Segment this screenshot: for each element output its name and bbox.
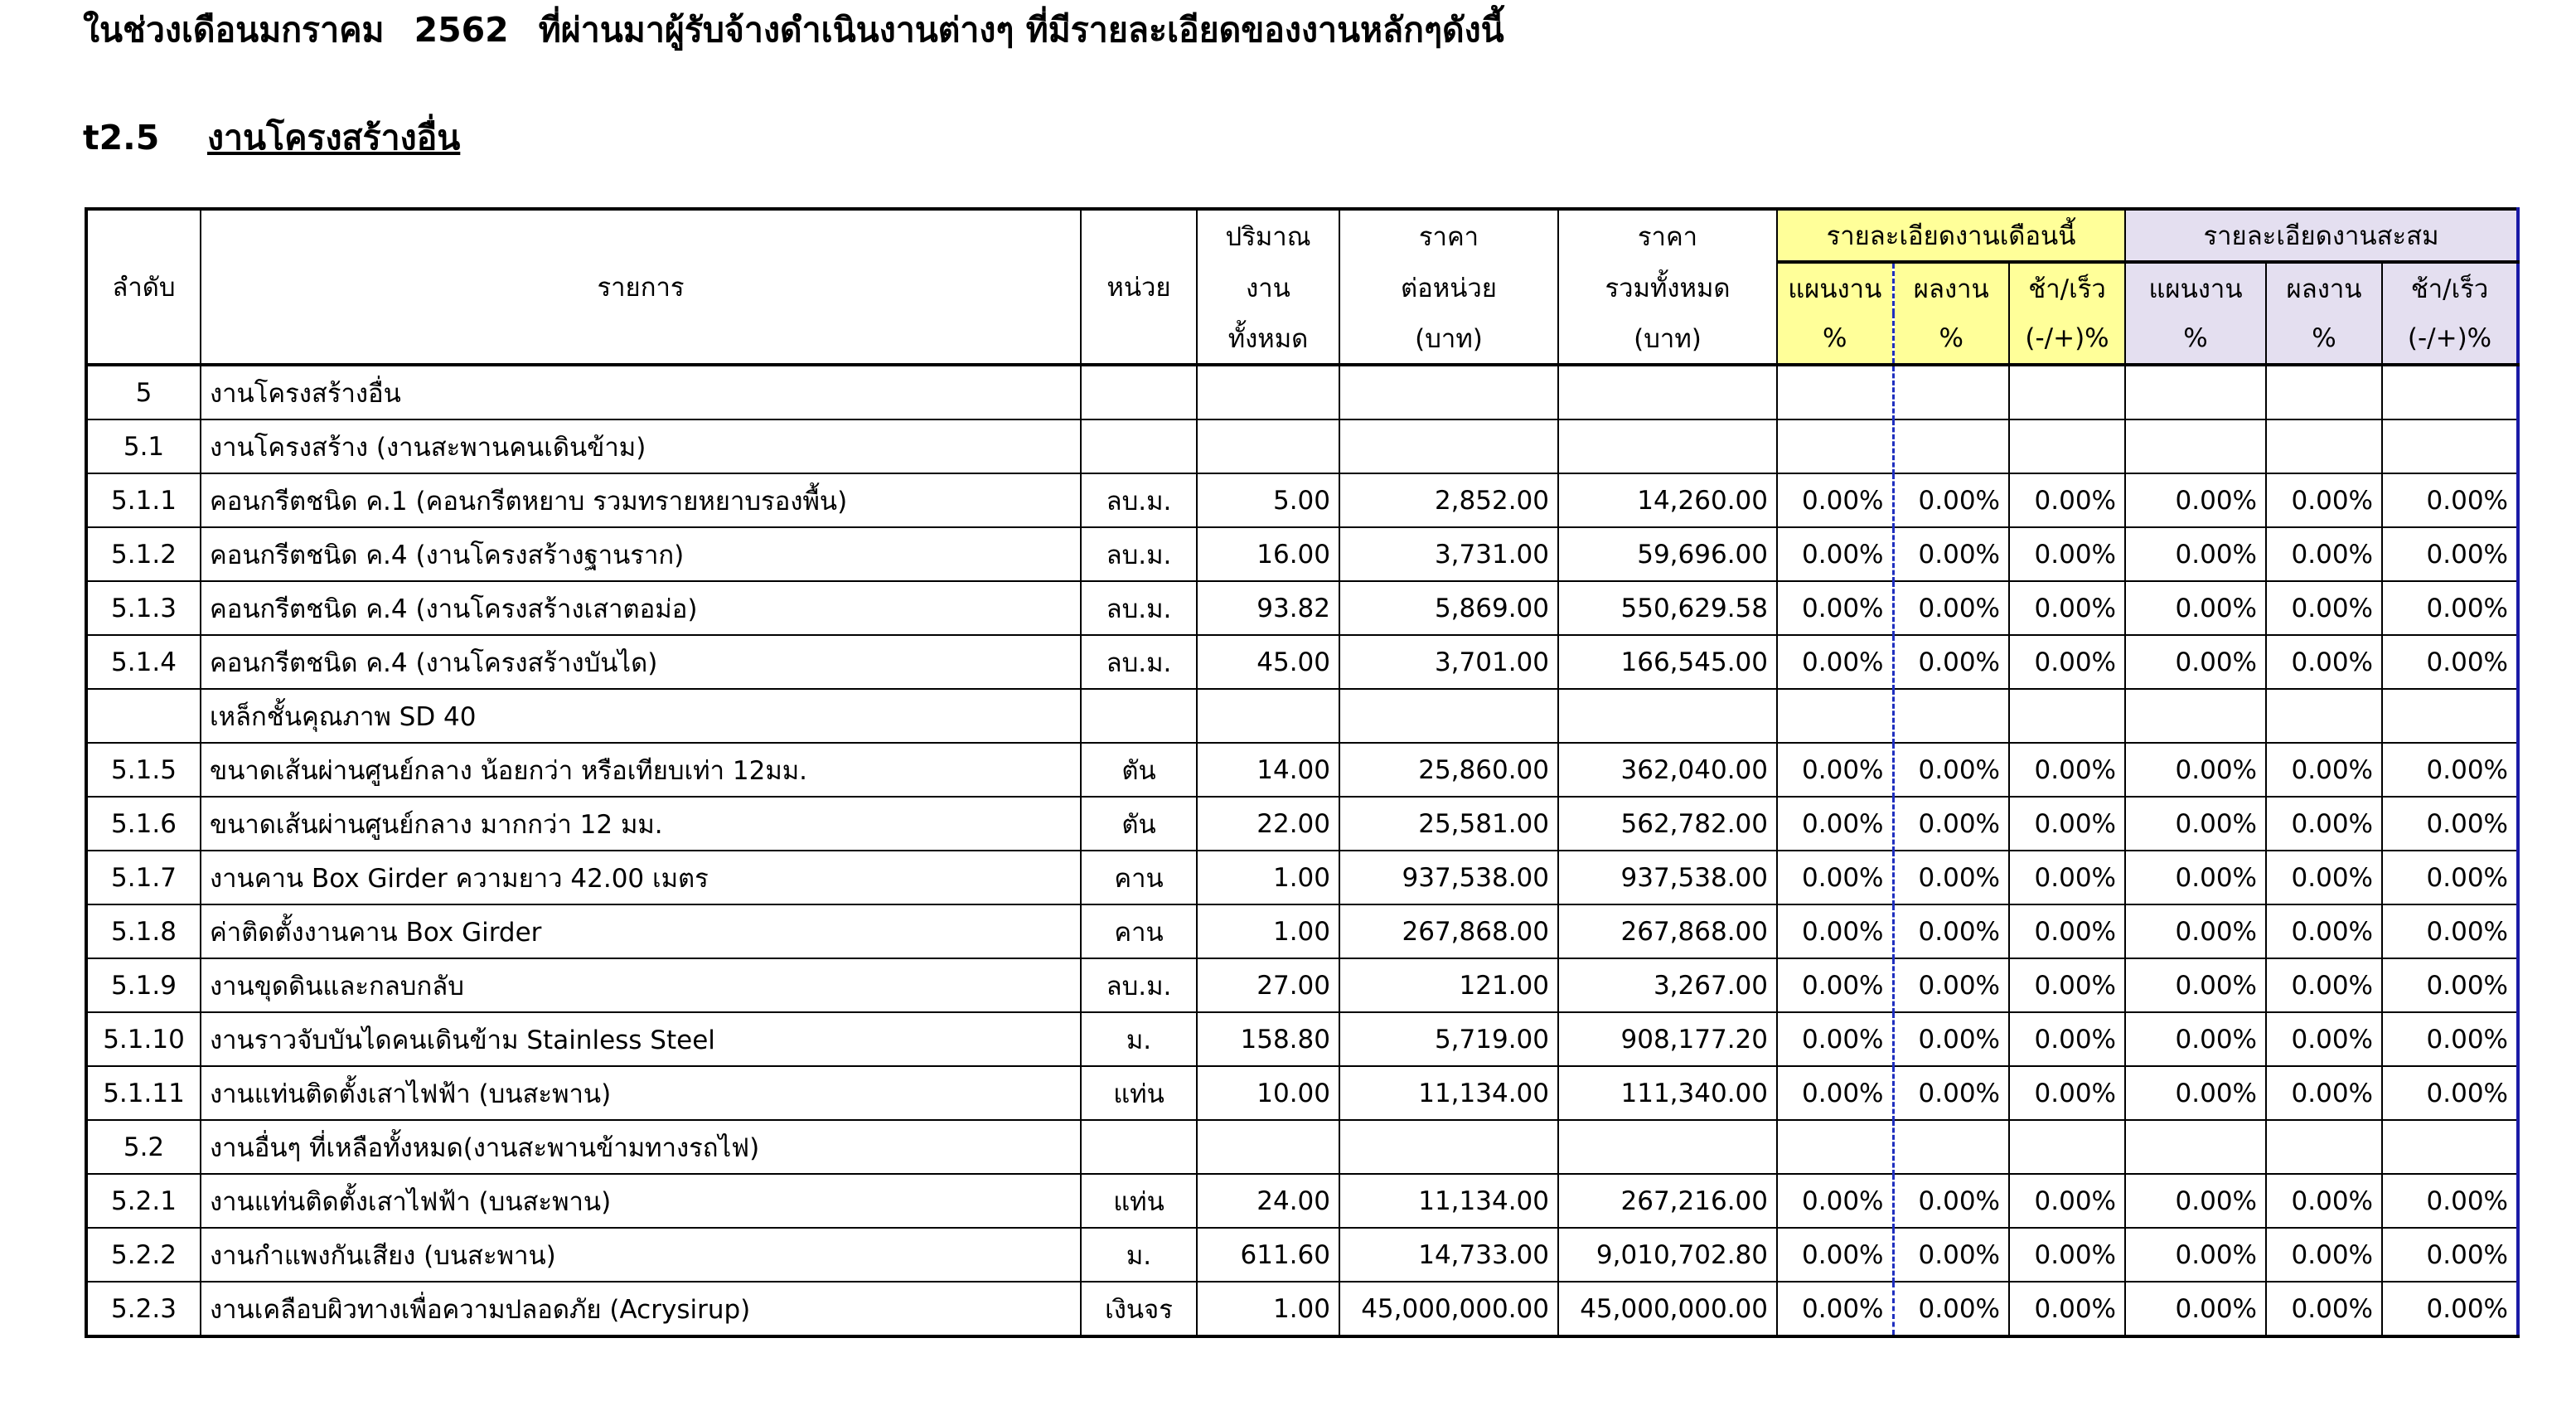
table-row (86, 743, 2518, 797)
row-unit: ลบ.ม. (1081, 527, 1197, 581)
row-month-actual (1893, 689, 2009, 743)
row-qty: 1.00 (1197, 851, 1339, 904)
row-unit: ลบ.ม. (1081, 635, 1197, 689)
heading-text: ที่ผ่านมาผู้รับจ้างดำเนินงานต่างๆ ที่มีรายละเอียดของงานหลักๆดังนี้ (538, 10, 1504, 50)
row-cum-actual: 0.00% (2266, 635, 2382, 689)
row-month-actual: 0.00% (1893, 581, 2009, 635)
row-cum-plan: 0.00% (2125, 1228, 2266, 1282)
row-qty (1197, 419, 1339, 473)
row-total-price: 562,782.00 (1558, 797, 1777, 851)
row-item: งานขุดดินและกลบกลับ (201, 958, 1081, 1012)
table-row (86, 904, 2518, 958)
row-month-diff: 0.00% (2009, 851, 2125, 904)
row-qty: 158.80 (1197, 1012, 1339, 1066)
row-cum-plan (2125, 1120, 2266, 1174)
row-seq: 5.2.2 (86, 1228, 201, 1282)
row-seq: 5.1.3 (86, 581, 201, 635)
row-month-actual: 0.00% (1893, 1012, 2009, 1066)
row-unit (1081, 689, 1197, 743)
row-month-diff: 0.00% (2009, 1282, 2125, 1336)
row-cum-plan (2125, 689, 2266, 743)
row-cum-actual: 0.00% (2266, 743, 2382, 797)
row-month-plan: 0.00% (1777, 958, 1893, 1012)
section-title (83, 111, 460, 165)
header-unit: หน่วย (1081, 209, 1197, 365)
row-seq: 5.1.9 (86, 958, 201, 1012)
header-month-plan: แผนงาน (1777, 262, 1893, 313)
row-month-plan: 0.00% (1777, 1066, 1893, 1120)
row-month-actual: 0.00% (1893, 743, 2009, 797)
row-qty: 45.00 (1197, 635, 1339, 689)
row-total-price: 267,216.00 (1558, 1174, 1777, 1228)
header-unit-price-2: ต่อหน่วย (1339, 262, 1558, 313)
row-cum-plan: 0.00% (2125, 1066, 2266, 1120)
row-unit-price: 45,000,000.00 (1339, 1282, 1558, 1336)
section-number: t2.5 (83, 118, 160, 158)
row-unit-price: 11,134.00 (1339, 1066, 1558, 1120)
row-unit-price: 937,538.00 (1339, 851, 1558, 904)
row-unit-price: 267,868.00 (1339, 904, 1558, 958)
row-unit: ลบ.ม. (1081, 581, 1197, 635)
row-qty (1197, 1120, 1339, 1174)
header-cum-actual-pct: % (2266, 313, 2382, 365)
row-month-plan: 0.00% (1777, 904, 1893, 958)
row-cum-plan: 0.00% (2125, 797, 2266, 851)
row-month-actual: 0.00% (1893, 635, 2009, 689)
table-row (86, 1174, 2518, 1228)
row-month-plan (1777, 689, 1893, 743)
row-unit: ม. (1081, 1012, 1197, 1066)
row-unit-price (1339, 689, 1558, 743)
header-cum-diff: ช้า/เร็ว (2382, 262, 2518, 313)
row-month-actual: 0.00% (1893, 1174, 2009, 1228)
section-name: งานโครงสร้างอื่น (207, 118, 461, 158)
table-row (86, 581, 2518, 635)
row-cum-actual (2266, 1120, 2382, 1174)
row-month-plan: 0.00% (1777, 1228, 1893, 1282)
row-month-diff: 0.00% (2009, 1066, 2125, 1120)
row-unit: คาน (1081, 851, 1197, 904)
row-month-diff: 0.00% (2009, 743, 2125, 797)
row-seq: 5.1.6 (86, 797, 201, 851)
row-total-price: 9,010,702.80 (1558, 1228, 1777, 1282)
row-seq: 5.1 (86, 419, 201, 473)
row-month-plan: 0.00% (1777, 1282, 1893, 1336)
table-row (86, 527, 2518, 581)
row-month-plan: 0.00% (1777, 797, 1893, 851)
header-total-price-3: (บาท) (1558, 313, 1777, 365)
row-qty (1197, 365, 1339, 419)
row-total-price: 937,538.00 (1558, 851, 1777, 904)
row-month-plan: 0.00% (1777, 1012, 1893, 1066)
row-seq: 5.1.5 (86, 743, 201, 797)
table-row (86, 365, 2518, 419)
row-qty: 10.00 (1197, 1066, 1339, 1120)
table-row (86, 635, 2518, 689)
row-cum-diff: 0.00% (2382, 1282, 2518, 1336)
row-month-diff: 0.00% (2009, 581, 2125, 635)
row-month-diff: 0.00% (2009, 1174, 2125, 1228)
row-cum-actual: 0.00% (2266, 797, 2382, 851)
row-item: คอนกรีตชนิด ค.4 (งานโครงสร้างเสาตอม่อ) (201, 581, 1081, 635)
row-month-plan: 0.00% (1777, 743, 1893, 797)
row-cum-plan: 0.00% (2125, 527, 2266, 581)
row-seq: 5.1.2 (86, 527, 201, 581)
row-cum-diff: 0.00% (2382, 1012, 2518, 1066)
row-cum-actual: 0.00% (2266, 1228, 2382, 1282)
row-month-diff (2009, 689, 2125, 743)
heading-year: 2562 (414, 10, 509, 50)
table-body (86, 365, 2518, 1336)
row-month-diff: 0.00% (2009, 473, 2125, 527)
row-month-plan: 0.00% (1777, 527, 1893, 581)
row-cum-diff: 0.00% (2382, 527, 2518, 581)
row-unit: แท่น (1081, 1066, 1197, 1120)
row-unit-price: 3,731.00 (1339, 527, 1558, 581)
header-month-plan-pct: % (1777, 313, 1893, 365)
header-qty-3: ทั้งหมด (1197, 313, 1339, 365)
row-cum-diff: 0.00% (2382, 1228, 2518, 1282)
row-month-actual: 0.00% (1893, 904, 2009, 958)
row-item: งานราวจับบันไดคนเดินข้าม Stainless Steel (201, 1012, 1081, 1066)
row-unit: ม. (1081, 1228, 1197, 1282)
row-cum-actual: 0.00% (2266, 1012, 2382, 1066)
row-item: คอนกรีตชนิด ค.4 (งานโครงสร้างฐานราก) (201, 527, 1081, 581)
header-cum-diff-pct: (-/+)% (2382, 313, 2518, 365)
row-month-diff: 0.00% (2009, 797, 2125, 851)
row-total-price (1558, 1120, 1777, 1174)
table-row (86, 689, 2518, 743)
row-cum-plan: 0.00% (2125, 1174, 2266, 1228)
row-month-diff: 0.00% (2009, 635, 2125, 689)
table-row (86, 1012, 2518, 1066)
row-unit-price: 25,581.00 (1339, 797, 1558, 851)
row-qty: 22.00 (1197, 797, 1339, 851)
row-cum-plan: 0.00% (2125, 743, 2266, 797)
row-month-actual: 0.00% (1893, 1282, 2009, 1336)
row-cum-diff: 0.00% (2382, 797, 2518, 851)
row-qty: 5.00 (1197, 473, 1339, 527)
row-cum-actual: 0.00% (2266, 904, 2382, 958)
header-cum-actual: ผลงาน (2266, 262, 2382, 313)
row-month-diff: 0.00% (2009, 527, 2125, 581)
row-cum-diff: 0.00% (2382, 958, 2518, 1012)
row-unit (1081, 365, 1197, 419)
row-cum-actual (2266, 689, 2382, 743)
row-cum-actual (2266, 419, 2382, 473)
row-month-plan (1777, 365, 1893, 419)
row-month-plan: 0.00% (1777, 635, 1893, 689)
row-month-actual: 0.00% (1893, 851, 2009, 904)
row-month-actual: 0.00% (1893, 527, 2009, 581)
row-cum-plan: 0.00% (2125, 904, 2266, 958)
row-month-diff: 0.00% (2009, 1228, 2125, 1282)
row-cum-diff: 0.00% (2382, 743, 2518, 797)
row-cum-plan: 0.00% (2125, 1282, 2266, 1336)
row-unit-price: 14,733.00 (1339, 1228, 1558, 1282)
row-unit: แท่น (1081, 1174, 1197, 1228)
header-unit-price-3: (บาท) (1339, 313, 1558, 365)
row-unit-price (1339, 419, 1558, 473)
row-seq: 5 (86, 365, 201, 419)
row-seq (86, 689, 201, 743)
row-item: งานอื่นๆ ที่เหลือทั้งหมด(งานสะพานข้ามทางรถไฟ) (201, 1120, 1081, 1174)
row-item: เหล็กชั้นคุณภาพ SD 40 (201, 689, 1081, 743)
row-seq: 5.1.7 (86, 851, 201, 904)
row-qty: 611.60 (1197, 1228, 1339, 1282)
row-seq: 5.1.8 (86, 904, 201, 958)
row-month-plan (1777, 1120, 1893, 1174)
header-seq: ลำดับ (86, 209, 201, 365)
row-month-plan: 0.00% (1777, 473, 1893, 527)
row-cum-plan: 0.00% (2125, 1012, 2266, 1066)
header-cum-plan: แผนงาน (2125, 262, 2266, 313)
row-seq: 5.1.11 (86, 1066, 201, 1120)
row-unit-price (1339, 1120, 1558, 1174)
work-table (85, 207, 2520, 1338)
row-item: งานกำแพงกันเสียง (บนสะพาน) (201, 1228, 1081, 1282)
row-month-actual: 0.00% (1893, 958, 2009, 1012)
row-unit-price (1339, 365, 1558, 419)
row-month-actual: 0.00% (1893, 797, 2009, 851)
row-total-price: 14,260.00 (1558, 473, 1777, 527)
row-qty: 27.00 (1197, 958, 1339, 1012)
row-total-price: 111,340.00 (1558, 1066, 1777, 1120)
row-month-plan: 0.00% (1777, 581, 1893, 635)
row-cum-diff: 0.00% (2382, 1066, 2518, 1120)
row-month-diff (2009, 365, 2125, 419)
row-cum-plan (2125, 419, 2266, 473)
row-month-plan: 0.00% (1777, 1174, 1893, 1228)
row-cum-diff (2382, 419, 2518, 473)
row-cum-plan: 0.00% (2125, 473, 2266, 527)
row-cum-actual: 0.00% (2266, 1282, 2382, 1336)
row-cum-plan: 0.00% (2125, 958, 2266, 1012)
row-item: งานโครงสร้างอื่น (201, 365, 1081, 419)
row-cum-plan: 0.00% (2125, 581, 2266, 635)
row-cum-diff: 0.00% (2382, 851, 2518, 904)
row-qty: 24.00 (1197, 1174, 1339, 1228)
row-cum-plan (2125, 365, 2266, 419)
row-unit: ลบ.ม. (1081, 473, 1197, 527)
row-total-price: 550,629.58 (1558, 581, 1777, 635)
row-item: งานคาน Box Girder ความยาว 42.00 เมตร (201, 851, 1081, 904)
row-total-price: 59,696.00 (1558, 527, 1777, 581)
row-month-plan (1777, 419, 1893, 473)
header-total-price-1: ราคา (1558, 209, 1777, 262)
row-unit: ตัน (1081, 797, 1197, 851)
row-cum-plan: 0.00% (2125, 851, 2266, 904)
row-qty: 1.00 (1197, 904, 1339, 958)
row-cum-actual: 0.00% (2266, 473, 2382, 527)
row-item: งานแท่นติดตั้งเสาไฟฟ้า (บนสะพาน) (201, 1174, 1081, 1228)
row-unit (1081, 419, 1197, 473)
row-cum-diff (2382, 689, 2518, 743)
row-unit-price: 11,134.00 (1339, 1174, 1558, 1228)
row-cum-actual: 0.00% (2266, 527, 2382, 581)
row-qty (1197, 689, 1339, 743)
row-item: ค่าติดตั้งงานคาน Box Girder (201, 904, 1081, 958)
row-seq: 5.2.1 (86, 1174, 201, 1228)
row-month-diff: 0.00% (2009, 904, 2125, 958)
row-qty: 93.82 (1197, 581, 1339, 635)
page-heading (83, 3, 1504, 57)
row-item: งานเคลือบผิวทางเพื่อความปลอดภัย (Acrysirup) (201, 1282, 1081, 1336)
table-row (86, 851, 2518, 904)
row-unit-price: 121.00 (1339, 958, 1558, 1012)
row-month-diff (2009, 1120, 2125, 1174)
row-month-diff: 0.00% (2009, 1012, 2125, 1066)
row-cum-diff: 0.00% (2382, 635, 2518, 689)
row-item: งานโครงสร้าง (งานสะพานคนเดินข้าม) (201, 419, 1081, 473)
row-cum-diff (2382, 365, 2518, 419)
row-cum-diff: 0.00% (2382, 904, 2518, 958)
row-total-price: 166,545.00 (1558, 635, 1777, 689)
row-seq: 5.1.1 (86, 473, 201, 527)
row-cum-actual: 0.00% (2266, 958, 2382, 1012)
row-item: คอนกรีตชนิด ค.4 (งานโครงสร้างบันได) (201, 635, 1081, 689)
row-cum-actual: 0.00% (2266, 1174, 2382, 1228)
row-unit: คาน (1081, 904, 1197, 958)
row-total-price (1558, 689, 1777, 743)
row-total-price (1558, 419, 1777, 473)
row-unit: ลบ.ม. (1081, 958, 1197, 1012)
row-total-price: 3,267.00 (1558, 958, 1777, 1012)
table-row (86, 473, 2518, 527)
header-month-actual: ผลงาน (1893, 262, 2009, 313)
row-month-actual: 0.00% (1893, 1066, 2009, 1120)
row-month-diff: 0.00% (2009, 958, 2125, 1012)
row-unit (1081, 1120, 1197, 1174)
row-cum-diff: 0.00% (2382, 581, 2518, 635)
row-month-actual (1893, 365, 2009, 419)
row-unit-price: 3,701.00 (1339, 635, 1558, 689)
header-item: รายการ (201, 209, 1081, 365)
header-qty-1: ปริมาณ (1197, 209, 1339, 262)
row-seq: 5.2 (86, 1120, 201, 1174)
row-month-actual: 0.00% (1893, 473, 2009, 527)
row-cum-actual: 0.00% (2266, 851, 2382, 904)
row-unit-price: 2,852.00 (1339, 473, 1558, 527)
row-total-price: 908,177.20 (1558, 1012, 1777, 1066)
row-qty: 14.00 (1197, 743, 1339, 797)
table-header (86, 209, 2518, 365)
row-item: ขนาดเส้นผ่านศูนย์กลาง น้อยกว่า หรือเทียบเท่า 12มม. (201, 743, 1081, 797)
row-month-plan: 0.00% (1777, 851, 1893, 904)
row-cum-actual (2266, 365, 2382, 419)
header-total-price-2: รวมทั้งหมด (1558, 262, 1777, 313)
table-row (86, 1120, 2518, 1174)
row-cum-actual: 0.00% (2266, 581, 2382, 635)
row-qty: 1.00 (1197, 1282, 1339, 1336)
row-cum-diff: 0.00% (2382, 1174, 2518, 1228)
row-total-price: 45,000,000.00 (1558, 1282, 1777, 1336)
row-cum-diff: 0.00% (2382, 473, 2518, 527)
header-month-diff-pct: (-/+)% (2009, 313, 2125, 365)
header-month-actual-pct: % (1893, 313, 2009, 365)
row-cum-diff (2382, 1120, 2518, 1174)
row-unit: เงินจร (1081, 1282, 1197, 1336)
row-cum-plan: 0.00% (2125, 635, 2266, 689)
row-item: ขนาดเส้นผ่านศูนย์กลาง มากกว่า 12 มม. (201, 797, 1081, 851)
table-row (86, 1282, 2518, 1336)
row-month-diff (2009, 419, 2125, 473)
table-row (86, 1228, 2518, 1282)
row-month-actual (1893, 419, 2009, 473)
table-row (86, 419, 2518, 473)
row-seq: 5.1.10 (86, 1012, 201, 1066)
row-unit-price: 25,860.00 (1339, 743, 1558, 797)
row-total-price: 267,868.00 (1558, 904, 1777, 958)
table-row (86, 1066, 2518, 1120)
row-seq: 5.1.4 (86, 635, 201, 689)
header-this-month: รายละเอียดงานเดือนนี้ (1777, 209, 2125, 262)
header-qty-2: งาน (1197, 262, 1339, 313)
header-unit-price-1: ราคา (1339, 209, 1558, 262)
heading-period: ในช่วงเดือนมกราคม (83, 10, 385, 50)
row-month-actual (1893, 1120, 2009, 1174)
header-cum-plan-pct: % (2125, 313, 2266, 365)
table-row (86, 958, 2518, 1012)
header-month-diff: ช้า/เร็ว (2009, 262, 2125, 313)
row-month-actual: 0.00% (1893, 1228, 2009, 1282)
header-cumulative: รายละเอียดงานสะสม (2125, 209, 2518, 262)
row-unit-price: 5,719.00 (1339, 1012, 1558, 1066)
row-unit: ตัน (1081, 743, 1197, 797)
row-cum-actual: 0.00% (2266, 1066, 2382, 1120)
row-qty: 16.00 (1197, 527, 1339, 581)
table-row (86, 797, 2518, 851)
row-seq: 5.2.3 (86, 1282, 201, 1336)
row-total-price: 362,040.00 (1558, 743, 1777, 797)
row-unit-price: 5,869.00 (1339, 581, 1558, 635)
row-item: คอนกรีตชนิด ค.1 (คอนกรีตหยาบ รวมทรายหยาบรองพื้น) (201, 473, 1081, 527)
row-total-price (1558, 365, 1777, 419)
row-item: งานแท่นติดตั้งเสาไฟฟ้า (บนสะพาน) (201, 1066, 1081, 1120)
